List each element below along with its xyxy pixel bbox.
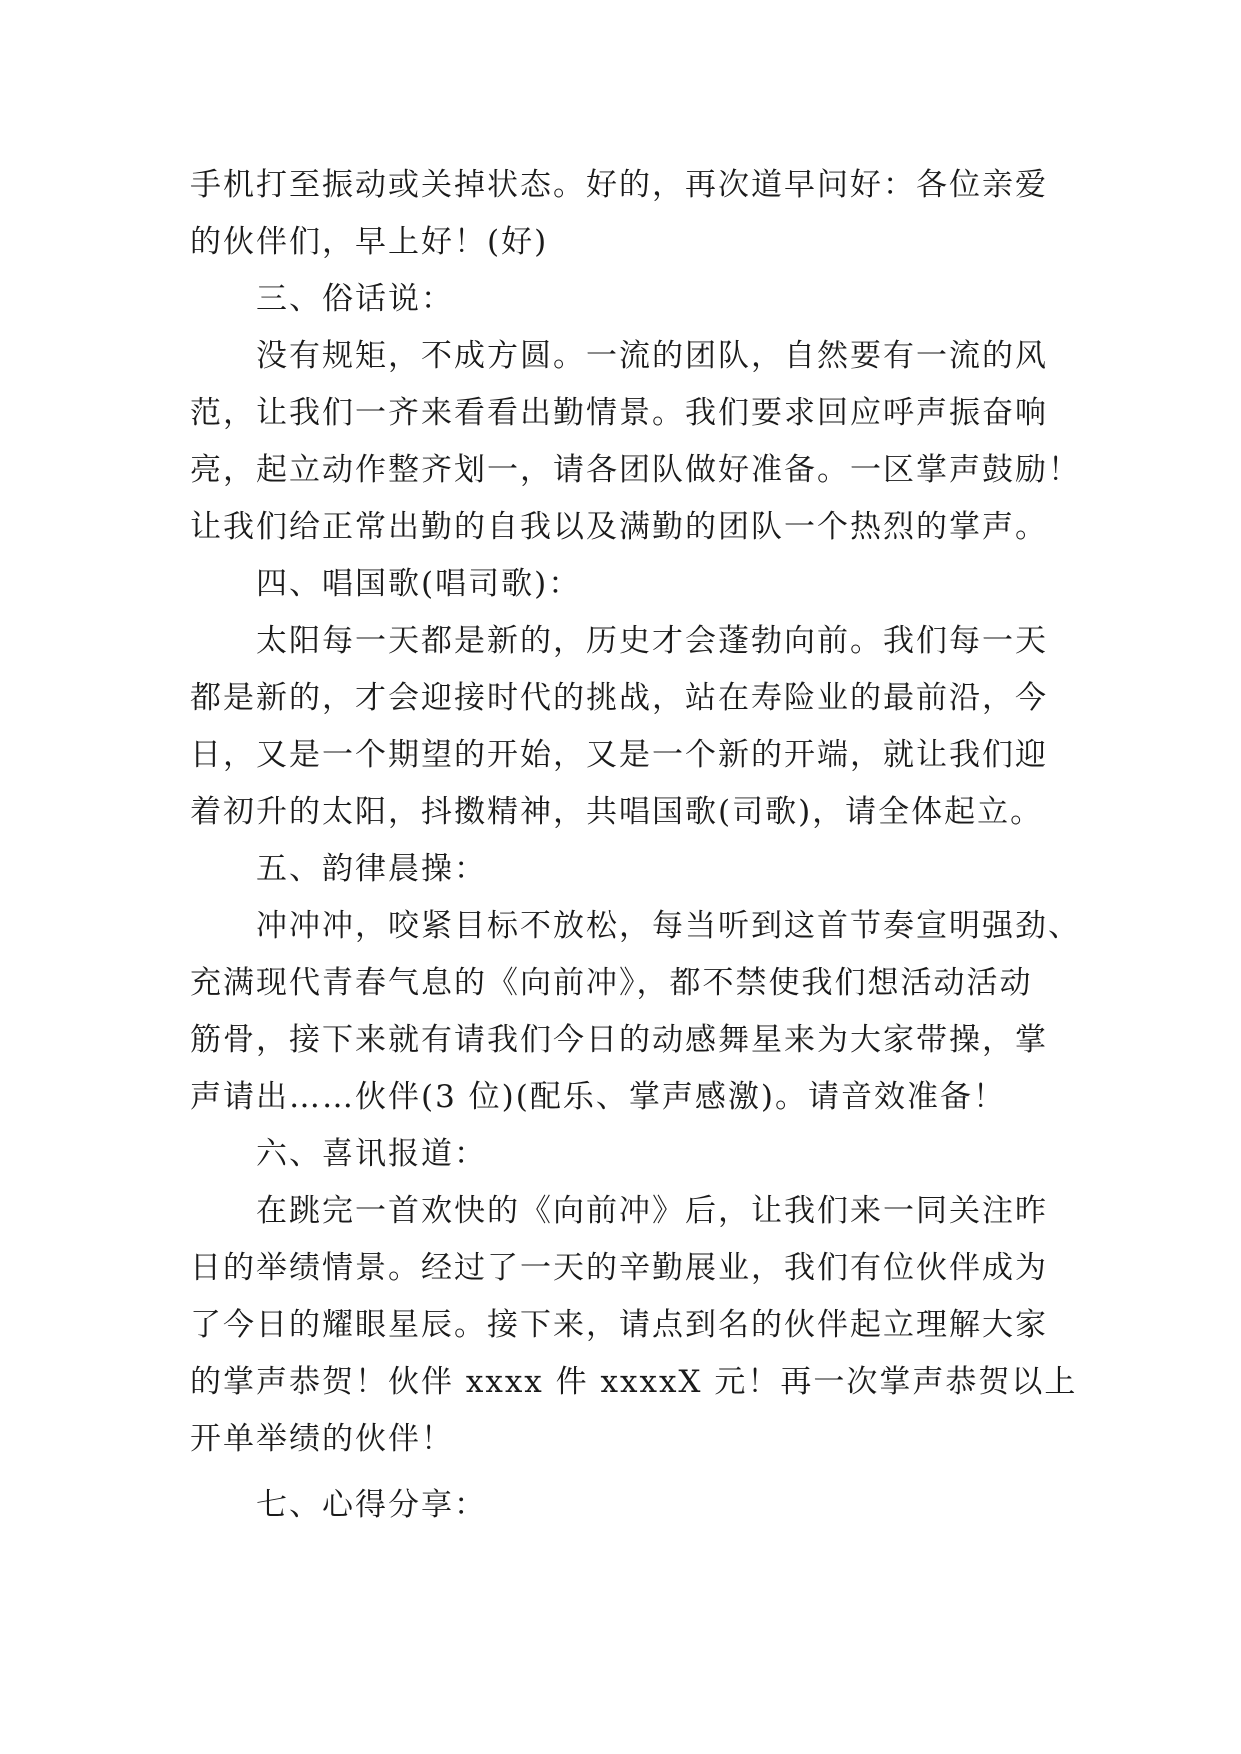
section-heading: 四、唱国歌(唱司歌)： [256,566,582,602]
text-line: 充满现代青春气息的《向前冲》，都不禁使我们想活动活动 [190,965,1033,1001]
section-heading: 六、喜讯报道： [256,1136,487,1172]
text-line: 开单举绩的伙伴！ [190,1421,454,1457]
text-line: 在跳完一首欢快的《向前冲》后，让我们来一同关注昨 [256,1193,1048,1229]
text-line: 冲冲冲，咬紧目标不放松，每当听到这首节奏宣明强劲、 [256,908,1081,944]
text-line: 声请出……伙伴(3 位)(配乐、掌声感激)。请音效准备！ [190,1079,1006,1115]
text-line: 范，让我们一齐来看看出勤情景。我们要求回应呼声振奋响 [190,395,1048,431]
text-line: 筋骨，接下来就有请我们今日的动感舞星来为大家带操，掌 [190,1022,1048,1058]
section-heading: 七、心得分享： [256,1487,487,1523]
text-line: 的掌声恭贺！伙伴 xxxx 件 xxxxX 元！再一次掌声恭贺以上 [190,1364,1078,1400]
text-line: 没有规矩，不成方圆。一流的团队，自然要有一流的风 [256,338,1048,374]
text-line: 的伙伴们，早上好！(好) [190,224,549,260]
text-line: 让我们给正常出勤的自我以及满勤的团队一个热烈的掌声。 [190,509,1048,545]
body-text [190,157,1081,1534]
text-line: 都是新的，才会迎接时代的挑战，站在寿险业的最前沿，今 [190,680,1048,716]
text-line: 日，又是一个期望的开始，又是一个新的开端，就让我们迎 [190,737,1048,773]
text-line: 了今日的耀眼星辰。接下来，请点到名的伙伴起立理解大家 [190,1307,1048,1343]
text-line: 太阳每一天都是新的，历史才会蓬勃向前。我们每一天 [256,623,1048,659]
text-line: 亮，起立动作整齐划一，请各团队做好准备。一区掌声鼓励！ [190,452,1081,488]
text-line: 手机打至振动或关掉状态。好的，再次道早问好：各位亲爱 [190,167,1048,203]
section-heading: 五、韵律晨操： [256,851,487,887]
text-line: 日的举绩情景。经过了一天的辛勤展业，我们有位伙伴成为 [190,1250,1048,1286]
section-heading: 三、俗话说： [256,281,454,317]
text-line: 着初升的太阳，抖擞精神，共唱国歌(司歌)，请全体起立。 [190,794,1044,830]
